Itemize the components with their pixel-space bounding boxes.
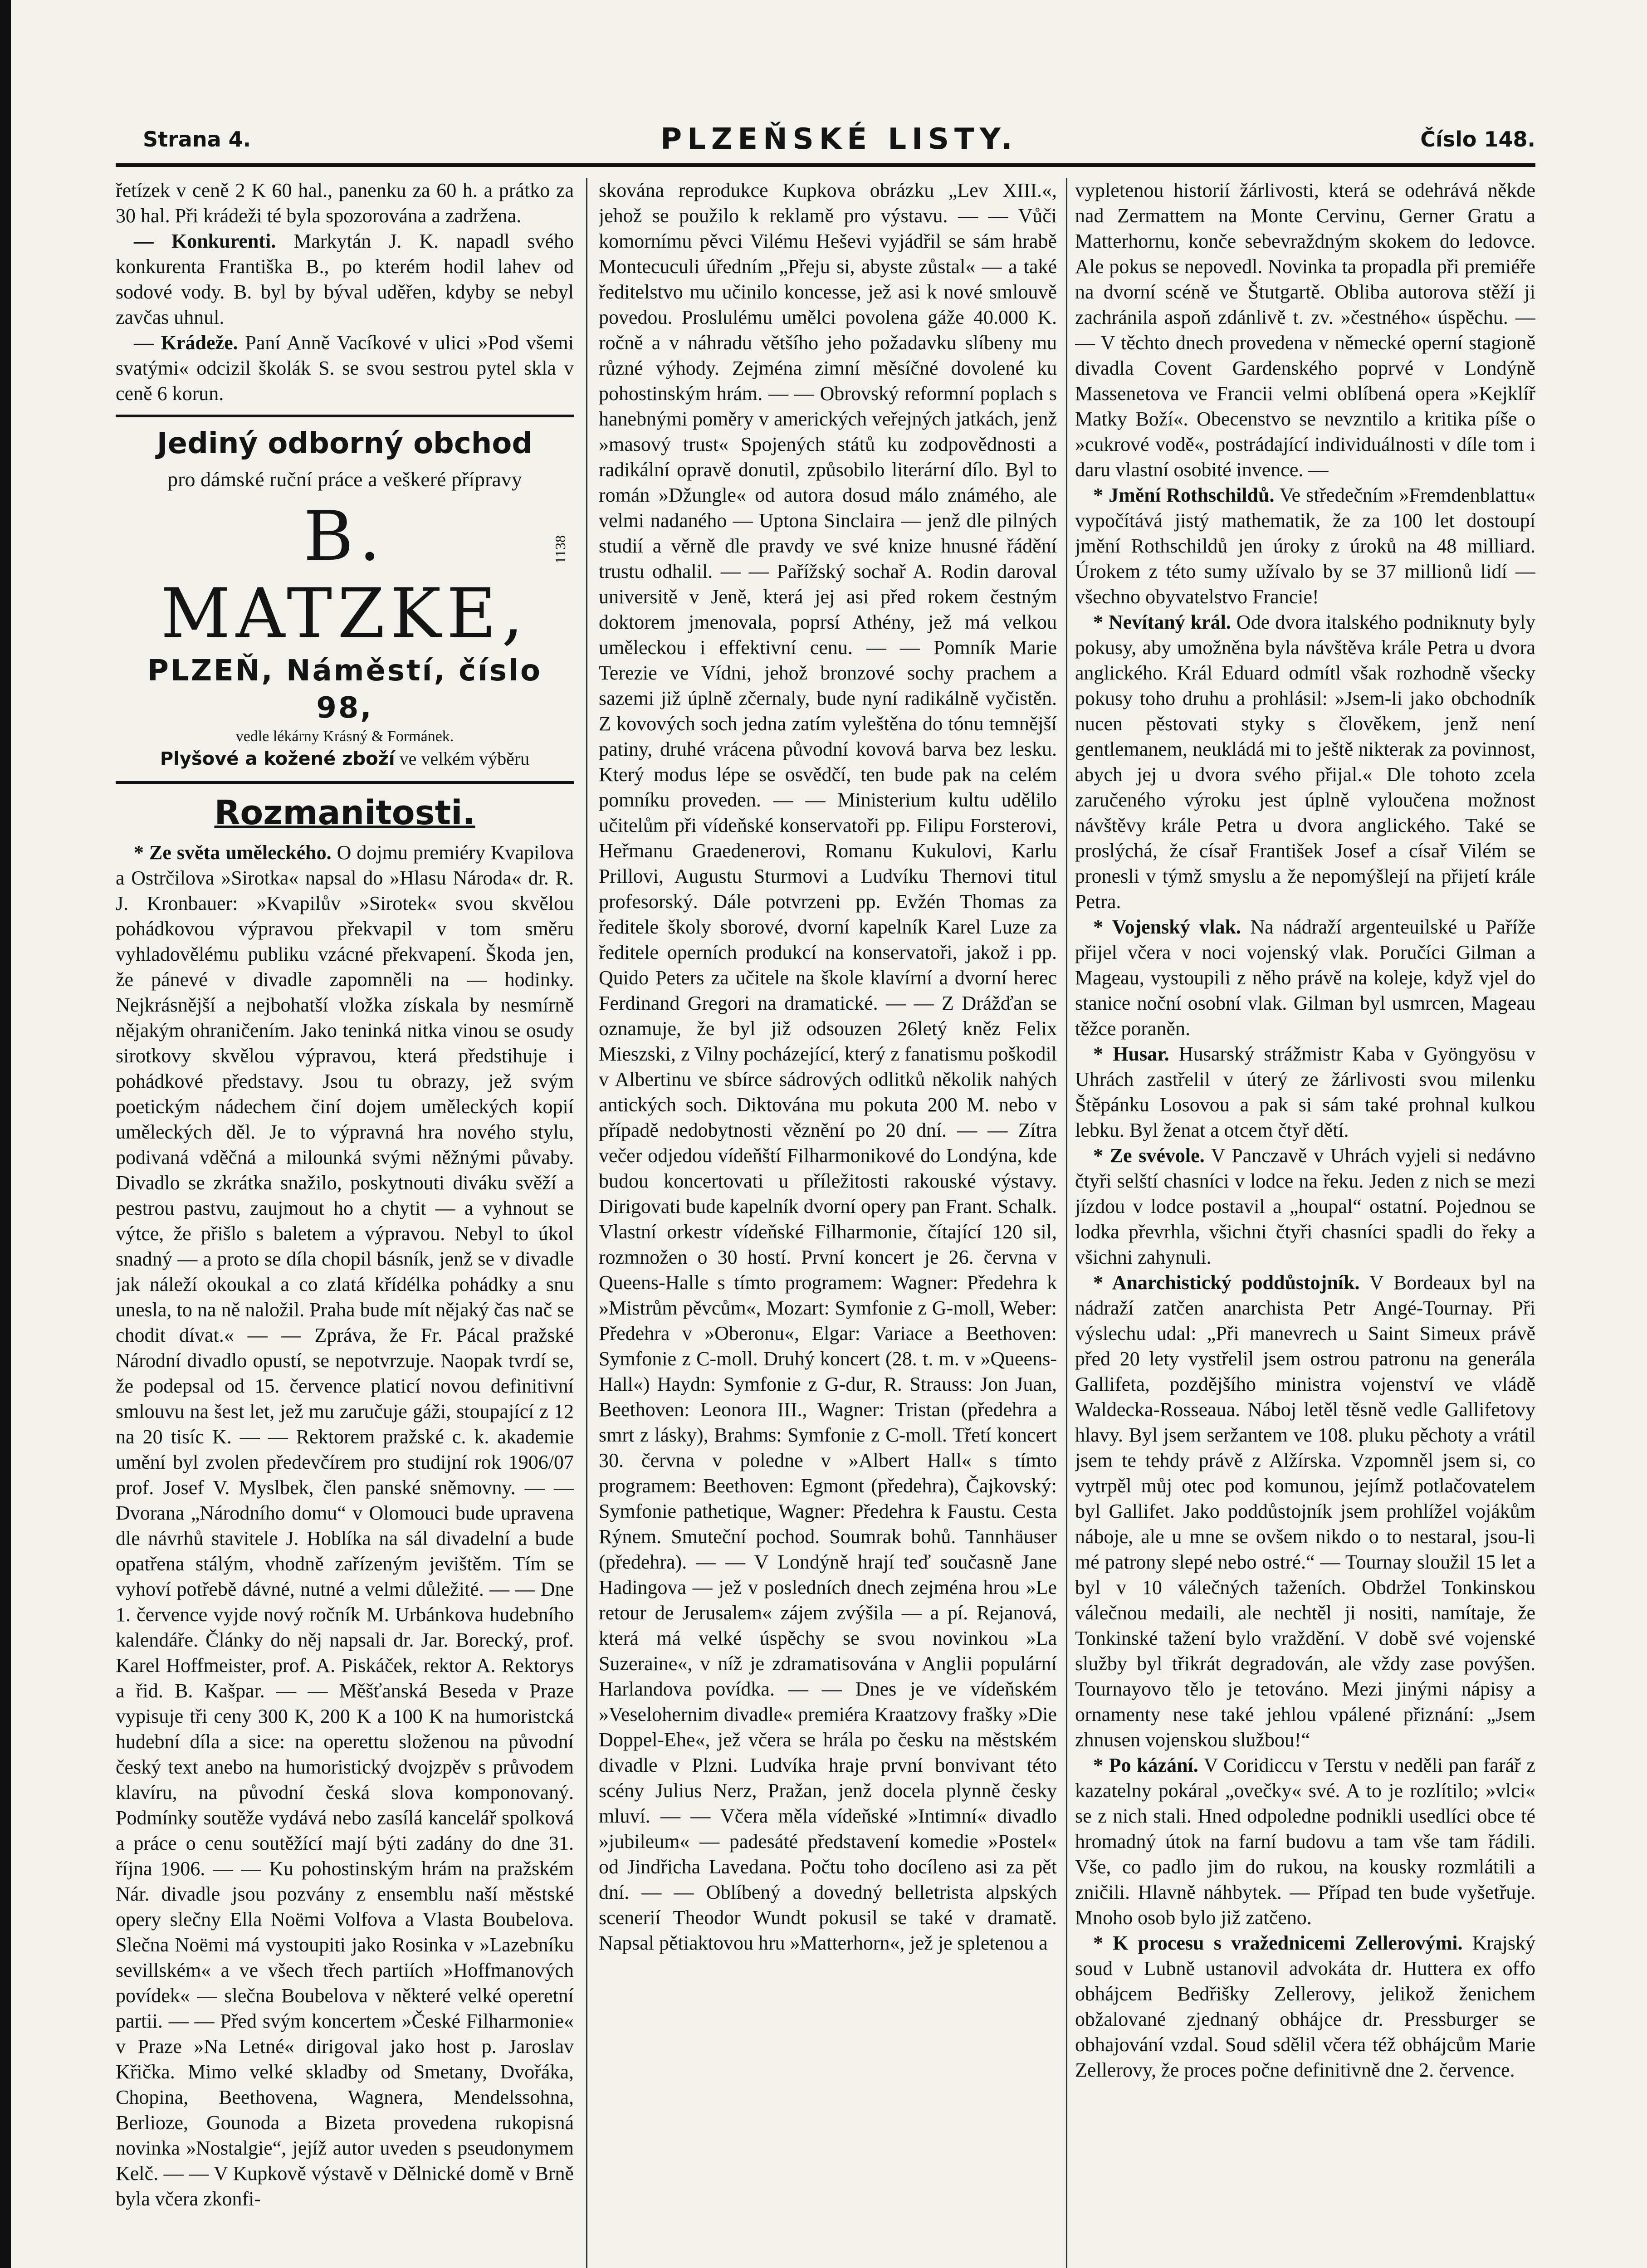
article-heading: * Ze svévole.: [1093, 1144, 1205, 1167]
article-heading: * Husar.: [1093, 1043, 1169, 1065]
article-heading: * Ze světa uměleckého.: [134, 841, 332, 864]
issue-number: Číslo 148.: [1420, 127, 1535, 152]
article-text: Markytán J. K. napadl svého konkurenta Františka B., po kterém hodil lahev od sodové vody. B. byl by býval uděřen, kdyby se nebyl zavčas uhnul.: [116, 230, 574, 328]
ad-address: PLZEŇ, Náměstí, číslo 98,: [147, 654, 542, 725]
article: [116, 330, 574, 406]
article-text: Krajský soud v Lubně ustanovil advokáta dr. Huttera ex offo obhájcem Bedřišky Zellerovy, jelikož ženichem obžalované zjednaný obhájce dr. Pressburger se obhajování vzdal. Soud sdělil včera též obhájcům Marie Zellerovy, že proces počne definitivně dne 2. července.: [1075, 1932, 1535, 2081]
section-title: Rozmanitosti.: [214, 793, 475, 832]
column-3: [1075, 178, 1535, 2268]
article-text: vypletenou historií žárlivosti, která se odehrává někde nad Zermattem na Monte Cervinu, Gerner Gratu a Matterhornu, konče sebevraždným skokem do ledovce. Ale pokus se nepovedl. Novinka ta propadla při premiéře na dvorní scéně ve Štutgartě. Obliba autorova stěží ji zachránila aspoň zdánlivě t. zv. »čestného« úspěchu. — — V těchto dnech provedena v německé operní stagioně divadla Covent Gardenského poprvé v Londýně Massenetova ve Francii velmi oblíbená opera »Kejklíř Matky Boží«. Obecenstvo se nevzntilo a kritika píše o »cukrové vodě«, postrádající individuálnosti v díle tom i daru vlastní osobité invence. —: [1075, 179, 1535, 481]
ad-location-note: vedle lékárny Krásný & Formánek.: [235, 728, 454, 745]
page-edge-shadow: [0, 0, 11, 2268]
ad-goods: [116, 747, 574, 771]
article-heading: * Po kázání.: [1093, 1754, 1198, 1776]
article-text: Ode dvora italského podniknuty byly pokusy, aby umožněna byla návštěva krále Petra u dvora anglického. Král Eduard odmítl však rozhodně všecky pokusy toho druhu a prohlásil: »Jsem-li jako obchodník nucen pěstovati styky s člověkem, jenž není gentlemanem, neukládá mi to ještě nikterak za povinnost, abych jej u dvora svého přijal.« Dle tohoto zcela zaručeného výroku jest úplně vyloučena možnost návštěvy krále Petra u dvora anglického. Také se proslýchá, že císař František Josef a císař Vilém se pronesli v týmž smyslu a že nepomýšlejí na přijetí krále Petra.: [1075, 611, 1535, 913]
article: [1075, 483, 1535, 610]
article-text: V Bordeaux byl na nádraží zatčen anarchista Petr Angé-Tournay. Při výslechu udal: „Při manevrech u Saint Simeux právě před 20 lety vystřelil jsem ostrou patronu na generála Gallifeta, pozdějšího ministra vojenství ve vládě Waldecka-Rosseaua. Náboj letěl těsně vedle Gallifetovy hlavy. Byl jsem seržantem ve 108. pluku pěchoty a vrátil jsem te tehdy právě z Alžírska. Vzpomněl jsem si, co vytrpěl můj otec pod komunou, jejímž potlačovatelem byl Gallifet. Jako poddůstojník jsem prohlížel vojákům náboje, ale u mne se ovšem nikdo o to nestaral, jsou-li mé patrony slepé nebo ostré.“ — Tournay sloužil 15 let a byl v 10 válečných taženích. Obdržel Tonkinskou válečnou medaili, ale nechtěl ji nositi, namítaje, že Tonkinské tažení bylo vraždění. V době své vojenské služby byl třikrát degradován, ale vždy zase povýšen. Tournayovo tělo je tetováno. Mezi jinými nápisy a ornamenty nese také jehlou vpálené přiznání: „Jsem zhnusen vojenskou službou!“: [1075, 1271, 1535, 1751]
page-header: [143, 122, 1535, 159]
article-heading: * K procesu s vražednicemi Zellerovými.: [1093, 1932, 1463, 1954]
article-heading: * Vojenský vlak.: [1093, 916, 1241, 938]
column-rule: [1066, 178, 1067, 2268]
column-1: [116, 178, 574, 2268]
article-heading: * Nevítaný král.: [1093, 611, 1231, 633]
article: [1075, 1753, 1535, 1931]
article-text: V Panczavě v Uhrách vyjeli si nedávno čtyři selští chasníci v lodce na řeku. Jeden z nich se mezi jízdou v lodce postavil a „houpal“ ostatní. Pojednou se lodka převrhla, všichni čtyři chasníci spadli do řeky a všichni zahynuli.: [1075, 1144, 1535, 1268]
article: [1075, 1143, 1535, 1270]
article-heading: * Anarchistický poddůstojník.: [1093, 1271, 1360, 1294]
advertisement: [116, 415, 574, 784]
article-heading: — Konkurenti.: [134, 230, 276, 252]
newspaper-title: PLZEŇSKÉ LISTY.: [660, 122, 1018, 156]
article-text: Ve středečním »Fremdenblattu« vypočítává jistý mathematik, že za 100 let dostoupí jmění Rothschildů jen úroky z úroků na 48 milliard. Úrokem z této sumy užívalo by se 37 millionů lidí — všechno obyvatelstvo Francie!: [1075, 484, 1535, 608]
article-text: Paní Anně Vacíkové v ulici »Pod všemi svatými« odcizil školák S. se svou sestrou pytel skla v ceně 6 korun.: [116, 332, 574, 405]
article-heading: * Jmění Rothschildů.: [1093, 484, 1275, 506]
ad-goods-bold: Plyšové a kožené zboží: [160, 748, 395, 769]
article-text: skována reprodukce Kupkova obrázku „Lev XIII.«, jehož se použilo k reklamě pro výstavu. — — Vůči komornímu pěvci Vilému Heševi vyjádřil se sám hrabě Montecuculi úředním „Přeju si, abyste zůstal« — a také ředitelstvo mu učinilo koncesse, jež asi k nové smlouvě povedou. Proslulému umělci povolena gáže 40.000 K. ročně a v náhradu většího jeho požadavku slíbeny mu různé výhody. Zejména zimní měsíčné dovolené ku pohostinským hrám. — — Obrovský reformní poplach s hanebnými poměry v amerických veřejných jatkách, jenž »masový trust« Spojených států ku zodpovědnosti a radikální opravě donutil, způsobilo literární dílo. Byl to román »Džungle« od autora dosud málo známého, ale velmi nadaného — Uptona Sinclaira — jenž dle pilných studií a věrně dle pravdy ve své knize hnusné řádění trustu odhalil. — — Pařížský sochař A. Rodin daroval universitě v Jeně, která jej asi před rokem čestným doktorem jmenovala, poprsí Athény, jež má velkou uměleckou i effektivní cenu. — — Pomník Marie Terezie ve Vídni, jehož bronzové sochy prachem a sazemi již úplně zčernaly, bude nyní radikálně vyčistěn. Z kovových soch jedna zatím vyleštěna do tónu temnější patiny, druhé vrácena původní kovová barva bez lesku. Který modus lépe se osvědčí, ten bude pak na celém pomníku proveden. — — Ministerium kultu udělilo učitelům při vídeňské konservatoři pp. Filipu Forsterovi, Heřmanu Graedenerovi, Romanu Kukulovi, Karlu Prillovi, Augustu Sturmovi a Ludvíku Thernovi titul profesorský. Dále potvrzeni pp. Evžén Thomas za ředitele školy sborové, dvorní kapelník Karel Luze za ředitele operních produkcí na konservatoři, jakož i pp. Quido Peters za učitele na škole klavírní a dvorní herec Ferdinand Gregori na dramatické. — — Z Drážďan se oznamuje, že byl již odsouzen 26letý kněz Felix Mieszski, z Vilny pocházející, který z fanatismu poškodil v Albertinu ve sbírce sádrových odlitků několik nahých antických soch. Diktována mu pokuta 200 M. nebo v případě nedobytnosti věznění po 20 dní. — — Zítra večer odjedou vídeňští Filharmonikové do Londýna, kde budou koncertovati u příležitosti rakouské výstavy. Dirigovati bude kapelník dvorní opery pan Frant. Schalk. Vlastní orkestr vídeňské Filharmonie, čítající 120 sil, rozmnožen o 30 hostí. První koncert je 26. června v Queens-Halle s tímto programem: Wagner: Předehra k »Mistrům pěvcům«, Mozart: Symfonie z G-moll, Weber: Předehra v »Oberonu«, Elgar: Variace a Beethoven: Symfonie z C-moll. Druhý koncert (28. t. m. v »Queens-Hall«) Haydn: Symfonie z G-dur, R. Strauss: Jon Juan, Beethoven: Leonora III., Wagner: Tristan (předehra a smrt z lásky), Brahms: Symfonie z C-moll. Třetí koncert 30. června v poledne v »Albert Hall« s tímto programem: Beethoven: Egmont (předehra), Čajkovský: Symfonie pathetique, Wagner: Předehra k Faustu. Cesta Rýnem. Smuteční pochod. Soumrak bohů. Tannhäuser (předehra). — — V Londýně hrají teď současně Jane Hadingova — jež v posledních dnech zejména hrou »Le retour de Jerusalem« zájem zvýšila — a pí. Rejanová, která má velké úspěchy se svou novinkou »La Suzeraine«, v níž je zdramatisována v Anglii populární Harlandova povídka. — — Dnes je ve vídeňském »Veselohernim divadle« premiéra Kraatzovy frašky »Die Doppel-Ehe«, jež včera se hrála po česku na městském divadle v Plzni. Ludvíka hraje první bonvivant této scény Julius Nerz, Pražan, jenž docela plynně česky mluví. — — Včera měla vídeňské »Intimní« divadlo »jubileum« — padesáté představení komedie »Postel« od Jindřicha Lavedana. Počtu toho docíleno asi za pět dní. — — Oblíbený a dovedný belletrista alpských scenerií Theodor Wundt pokusil se také v dramatě. Napsal pětiaktovou hru »Matterhorn«, jež je spletenou a: [599, 179, 1057, 1954]
ad-company-name: B. MATZKE,: [161, 497, 529, 653]
article-heading: — Krádeže.: [134, 332, 238, 354]
article: [1075, 1041, 1535, 1143]
column-2: [599, 178, 1057, 2268]
article-text: Na nádraží argenteuilské u Paříže přijel včera v noci vojenský vlak. Poručíci Gilman a Mageau, vystoupili z něho právě na koleje, když vjel do stanice noční osobní vlak. Gilman byl usmrcen, Mageau těžce poraněn.: [1075, 916, 1535, 1040]
article: [1075, 914, 1535, 1041]
page-number: Strana 4.: [143, 127, 251, 152]
ad-goods-rest: ve velkém výběru: [395, 748, 530, 769]
article-text: V Coridiccu v Terstu v neděli pan farář z kazatelny pokáral „ovečky« své. A to je rozlítilo; »vlci« se z nich stali. Hned odpoledne podnikli usedlíci obce té hromadný útok na farní budovu a tam vše tam řádili. Vše, co padlo jim do rukou, na kousky rozmlátili a zničili. Hlavně náhbytek. — Případ ten bude vyšetřuje. Mnoho osob bylo již zatčeno.: [1075, 1754, 1535, 1929]
ad-code: 1138: [552, 535, 568, 564]
article: [1075, 610, 1535, 914]
header-rule: [116, 163, 1535, 167]
article: [1075, 1931, 1535, 2083]
column-rule: [586, 178, 587, 2268]
article-text: O dojmu premiéry Kvapilova a Ostrčilova »Sirotka« napsal do »Hlasu Národa« dr. R. J. Kronbauer: »Kvapilův »Sirotek« svou skvělou pohádkovou výpravou překvapil v tom směru vyhladovělému publiku vzácné překvapení. Škoda jen, že pánevé v divadle zapomněli na — hodinky. Nejkrásnější a nejbohatší vložka získala by nesmírně nějakým ohraničením. Jako teninká nitka vinou se osudy sirotkovy skvělou výpravou, která předstihuje i pohádkové představy. Jsou tu obrazy, jež svým poetickým nádechem činí dojem uměleckých kopií uměleckých děl. Je to výpravná hra nového stylu, podivaná vděčná a milounká svými něžnými půvaby. Divadlo se zkrátka snažilo, poskytnouti diváku svěží a pestrou pastvu, zaujmout ho a chytit — a vyhnout se výtce, že přišlo s baletem a výpravou. Nebyl to úkol snadný — a proto se díla chopil básník, jenž se v divadle jak náleží okoukal a co zlatá křídélka pohádky a snu unesla, to na ně naložil. Praha bude mít nějaký čas nač se chodit dívat.« — — Zpráva, že Fr. Pácal pražské Národní divadlo opustí, se nepotvrzuje. Naopak tvrdí se, že podepsal od 15. července platicí novou definitivní smlouvu na šest let, jež mu zaručuje gáži, stoupající z 12 na 20 tisíc K. — — Rektorem pražské c. k. akademie umění byl zvolen předevčírem pro studijní rok 1906/07 prof. Josef V. Myslbek, člen panské sněmovny. — — Dvorana „Národního domu“ v Olomouci bude upravena dle návrhů stavitele J. Hoblíka na sál divadelní a bude opatřena stálým, vhodně zařízeným jevištěm. Tím se vyhoví potřebě dávné, nutné a velmi důležité. — — Dne 1. července vyjde nový ročník M. Urbánkova hudebního kalendáře. Články do něj napsali dr. Jar. Borecký, prof. Karel Hoffmeister, prof. A. Piskáček, rektor A. Rektorys a řid. B. Kašpar. — — Měšťanská Beseda v Praze vypisuje tři ceny 300 K, 200 K a 100 K na humoristcká hudební díla a sice: na operettu složenou na původní český text anebo na humoristický dvojzpěv s průvodem klavíru, na původní česká slova komponovaný. Podmínky soutěže vydává nebo zasílá kancelář spolková a práce o cenu soutěžící mají býti zadány do dne 31. října 1906. — — Ku pohostinským hrám na pražském Nár. divadle jsou pozvány z ensemblu naší městské opery slečny Ella Noëmi Volfova a Vlasta Boubelova. Slečna Noëmi má vystoupiti jako Rosinka v »Lazebníku sevillském« a ve všech třech partiích »Hoffmanových povídek« — slečna Boubelova v některé velké operetní partii. — — Před svým koncertem »České Filharmonie« v Praze »Na Letné« dirigoval jako host p. Jaroslav Křička. Mimo velké skladby od Smetany, Dvořáka, Chopina, Beethovena, Wagnera, Mendelssohna, Berlioze, Gounoda a Bizeta provedena rukopisná novinka »Nostalgie“, jejíž autor uveden s pseudonymem Kelč. — — V Kupkově výstavě v Dělnické domě v Brně byla včera zkonfi-: [116, 841, 574, 2210]
ad-subline: pro dámské ruční práce a veškeré přípravy: [167, 468, 522, 491]
article: [1075, 1270, 1535, 1753]
article: [116, 840, 574, 2212]
article: [116, 229, 574, 330]
article-text: řetízek v ceně 2 K 60 hal., panenku za 60 h. a prátko za 30 hal. Při krádeži té byla spozorována a zadržena.: [116, 179, 574, 227]
article-text: Husarský strážmistr Kaba v Gyöngyösu v Uhrách zastřelil v úterý ze žárlivosti svou milenku Štěpánku Losovou a pak si sám také prohnal kulkou lebku. Byl ženat a otcem čtyř dětí.: [1075, 1043, 1535, 1141]
ad-headline: Jediný odborný obchod: [156, 427, 533, 460]
